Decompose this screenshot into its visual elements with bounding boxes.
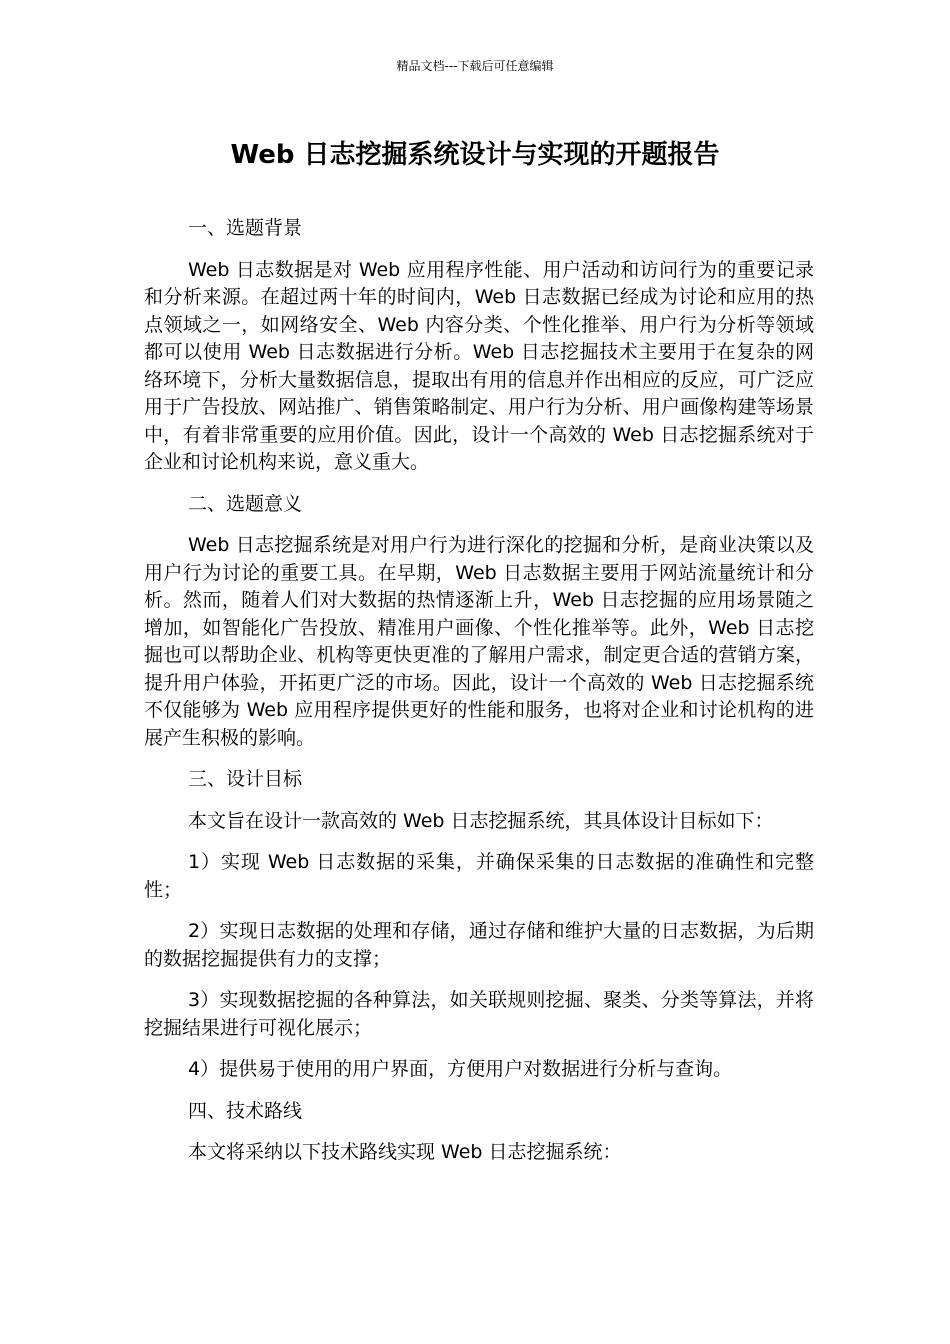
design-goal-item-1: 1）实现 Web 日志数据的采集，并确保采集的日志数据的准确性和完整性； — [144, 851, 814, 901]
document-title: Web 日志挖掘系统设计与实现的开题报告 — [230, 140, 720, 170]
section-heading-technical-route: 四、技术路线 — [188, 1099, 303, 1122]
design-goal-item-3: 3）实现数据挖掘的各种算法，如关联规则挖掘、聚类、分类等算法，并将挖掘结果进行可视化展示； — [144, 989, 814, 1039]
section-heading-significance: 二、选题意义 — [188, 492, 303, 515]
section-heading-design-goals: 三、设计目标 — [188, 768, 303, 790]
design-goal-item-2: 2）实现日志数据的处理和存储，通过存储和维护大量的日志数据，为后期的数据挖掘提供有力的支撑； — [144, 920, 814, 970]
paragraph-background: Web 日志数据是对 Web 应用程序性能、用户活动和访问行为的重要记录和分析来源。在超过两十年的时间内，Web 日志数据已经成为讨论和应用的热点领域之一，如网络安全、Web 内容分类、个性化推举、用户行为分析等领域都可以使用 Web 日志数据进行分析。Web 日志挖掘技术主要用于在复杂的网络环境下，分析大量数据信息，提取出有用的信息并作出相应的反应，可广泛应用于广告投放、网站推广、销售策略制定、用户行为分析、用户画像构建等场景中，有着非常重要的应用价值。因此，设计一个高效的 Web 日志挖掘系统对于企业和讨论机构来说，意义重大。 — [144, 258, 814, 473]
page-header-watermark: 精品文档---下载后可任意编辑 — [396, 59, 554, 73]
section-heading-background: 一、选题背景 — [188, 217, 303, 239]
paragraph-significance: Web 日志挖掘系统是对用户行为进行深化的挖掘和分析，是商业决策以及用户行为讨论的重要工具。在早期，Web 日志数据主要用于网站流量统计和分析。然而，随着人们对大数据的热情逐渐上升，Web 日志挖掘的应用场景随之增加，如智能化广告投放、精准用户画像、个性化推举等。此外，Web 日志挖掘也可以帮助企业、机构等更快更准的了解用户需求，制定更合适的营销方案，提升用户体验，开拓更广泛的市场。因此，设计一个高效的 Web 日志挖掘系统不仅能够为 Web 应用程序提供更好的性能和服务，也将对企业和讨论机构的进展产生积极的影响。 — [144, 534, 814, 749]
paragraph-design-goals-intro: 本文旨在设计一款高效的 Web 日志挖掘系统，其具体设计目标如下： — [188, 809, 774, 832]
document-body — [144, 215, 814, 1181]
paragraph-technical-route-intro: 本文将采纳以下技术路线实现 Web 日志挖掘系统： — [188, 1141, 622, 1163]
design-goal-item-4: 4）提供易于使用的用户界面，方便用户对数据进行分析与查询。 — [188, 1058, 733, 1080]
